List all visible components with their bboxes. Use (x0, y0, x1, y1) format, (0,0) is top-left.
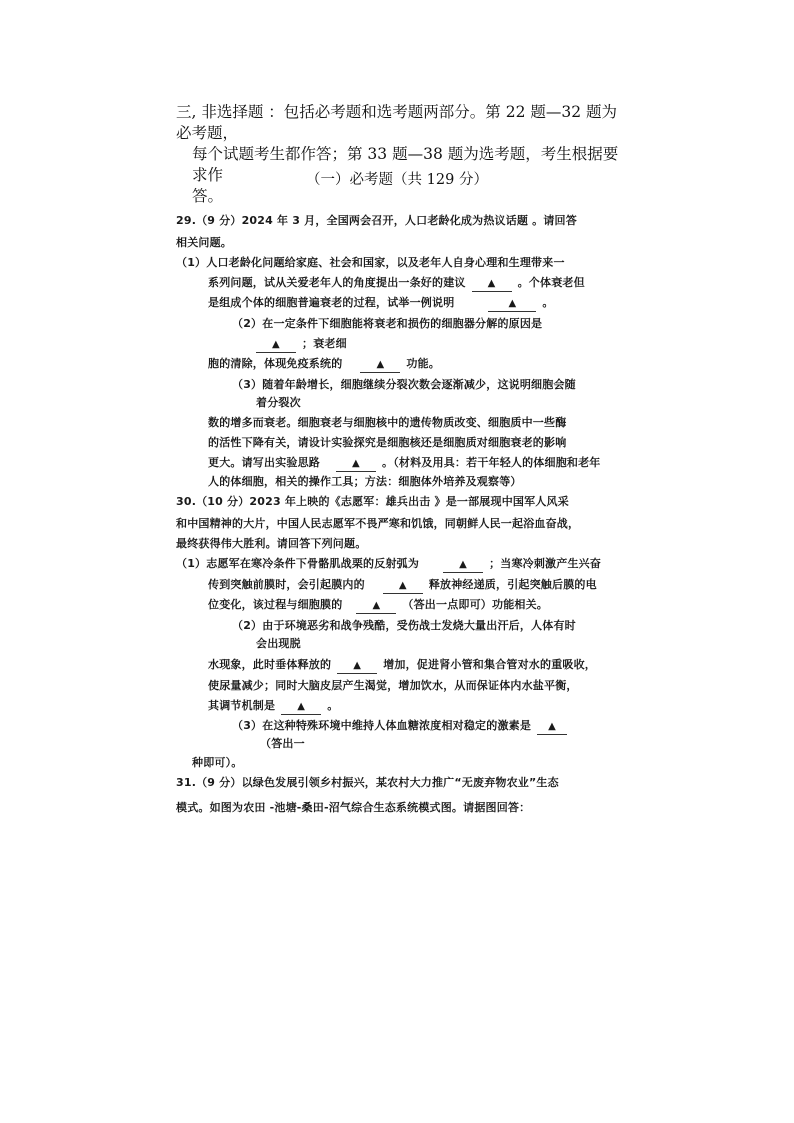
section-header (176, 102, 626, 207)
q29-part1-text-b: 系列问题，试从关爱老年人的角度提出一条好的建议 (208, 276, 466, 289)
answer-blank[interactable]: ▲ (537, 719, 567, 735)
q30-part1-suffix-a: ；当寒冷刺激产生兴奋 (489, 557, 602, 570)
q30-part1-line-a (176, 557, 601, 573)
q30-part1-text-a: （1）志愿军在寒冷条件下骨骼肌战栗的反射弧为 (176, 557, 420, 570)
answer-blank[interactable]: ▲ (472, 276, 512, 292)
section-header-line-3: 答。 (192, 187, 224, 205)
q30-part1-text-b: 传到突触前膜时，会引起膜内的 (208, 578, 365, 591)
answer-blank[interactable]: ▲ (443, 557, 483, 573)
q29-part1-suffix-c: 。 (542, 296, 554, 309)
q29-part3-line-a: （3）随着年龄增长，细胞继续分裂次数会逐渐减少，这说明细胞会随 (232, 378, 576, 391)
q30-part1-suffix-c: （答出一点即可）功能相关。 (402, 598, 549, 611)
q30-stem-line-3: 最终获得伟大胜利。请回答下列问题。 (176, 537, 367, 550)
q29-part1-text-c: 是组成个体的细胞普遍衰老的过程，试举一例说明 (208, 296, 455, 309)
answer-blank[interactable]: ▲ (281, 699, 321, 715)
q29-part2-text-c: 胞的清除，体现免疫系统的 (208, 357, 343, 370)
q29-part1-line-a: （1）人口老龄化问题给家庭、社会和国家，以及老年人自身心理和生理带来一 (176, 256, 565, 269)
q31-stem-line-1: 31.（9 分）以绿色发展引领乡村振兴，某农村大力推广“无废弃物农业”生态 (176, 776, 559, 789)
q30-part2-text-c: 水现象，此时垂体释放的 (208, 658, 332, 671)
q29-part3-line-b: 着分裂次 (256, 396, 301, 409)
q29-part3-suffix-e: 。（材料及用具：若干年轻人的体细胞和老年 (382, 456, 601, 469)
q30-part2-line-e (208, 699, 338, 715)
section-header-line-1: 三, 非选择题 ：包括必考题和选考题两部分。第 22 题—32 题为必考题， (176, 103, 618, 142)
q29-part3-line-c: 数的增多而衰老。细胞衰老与细胞核中的遗传物质改变、细胞质中一些酶 (208, 416, 567, 429)
q30-part2-line-d: 使尿量减少；同时大脑皮层产生渴觉，增加饮水，从而保证体内水盐平衡， (208, 679, 578, 692)
q29-part1-suffix-b: 。个体衰老但 (517, 276, 585, 289)
q30-part3-line-b: （答出一 (260, 737, 305, 750)
q30-part1-text-c: 位变化，该过程与细胞膜的 (208, 598, 343, 611)
q31-stem-line-2: 模式。如图为农田 -池塘-桑田-沼气综合生态系统模式图。请据图回答： (176, 801, 531, 814)
answer-blank[interactable]: ▲ (488, 296, 536, 312)
q30-part1-line-c (208, 598, 548, 614)
subheading: （一）必考题（共 129 分） (306, 172, 488, 188)
q29-part3-line-d: 的活性下降有关，请设计实验探究是细胞核还是细胞质对细胞衰老的影响 (208, 436, 567, 449)
answer-blank[interactable]: ▲ (383, 578, 423, 594)
q29-stem-line-2: 相关问题。 (176, 236, 232, 249)
q30-part2-suffix-c: 增加，促进肾小管和集合管对水的重吸收， (383, 658, 597, 671)
answer-blank[interactable]: ▲ (356, 598, 396, 614)
answer-blank[interactable]: ▲ (256, 337, 296, 353)
q30-part2-line-b: 会出现脱 (256, 637, 301, 650)
answer-blank[interactable]: ▲ (360, 357, 400, 373)
q29-part2-suffix-c: 功能。 (406, 357, 441, 370)
q29-stem-line-1: 29.（9 分）2024 年 3 月，全国两会召开，人口老龄化成为热议话题 。请回答 (176, 214, 577, 227)
q30-part1-line-b (208, 578, 597, 594)
q30-part2-line-a: （2）由于环境恶劣和战争残酷，受伤战士发烧大量出汗后，人体有时 (232, 619, 576, 632)
q29-part2-line-c (208, 357, 440, 373)
q29-part2-line-a: （2）在一定条件下细胞能将衰老和损伤的细胞器分解的原因是 (232, 317, 543, 330)
q30-part1-suffix-b: 释放神经递质，引起突触后膜的电 (428, 578, 597, 591)
q30-part3-line-c: 种即可）。 (192, 756, 243, 769)
q30-part2-line-c (208, 658, 596, 674)
q30-stem-line-1: 30.（10 分）2023 年上映的《志愿军：雄兵出击 》是一部展现中国军人风采 (176, 495, 569, 508)
q29-part3-line-f: 人的体细胞，相关的操作工具；方法：细胞体外培养及观察等） (208, 475, 522, 488)
q29-part2-suffix-b: ；衰老细 (302, 337, 347, 350)
q29-part1-line-b (208, 276, 585, 292)
q30-stem-line-2: 和中国精神的大片，中国人民志愿军不畏严寒和饥饿，同朝鲜人民一起浴血奋战， (176, 517, 580, 530)
q30-part3-line-a (232, 719, 573, 735)
q29-part1-line-c (208, 296, 554, 312)
answer-blank[interactable]: ▲ (336, 456, 376, 472)
answer-blank[interactable]: ▲ (337, 658, 377, 674)
q29-part2-line-b (256, 337, 347, 353)
section-header-line-2: 每个试题考生都作答；第 33 题—38 题为选考题，考生根据要求作 (192, 145, 619, 184)
q30-part2-text-e: 其调节机制是 (208, 699, 276, 712)
q30-part3-text-a: （3）在这种特殊环境中维持人体血糖浓度相对稳定的激素是 (232, 719, 532, 732)
q29-part3-text-e: 更大。请写出实验思路 (208, 456, 320, 469)
q29-part3-line-e (208, 456, 601, 472)
q30-part2-suffix-e: 。 (327, 699, 339, 712)
